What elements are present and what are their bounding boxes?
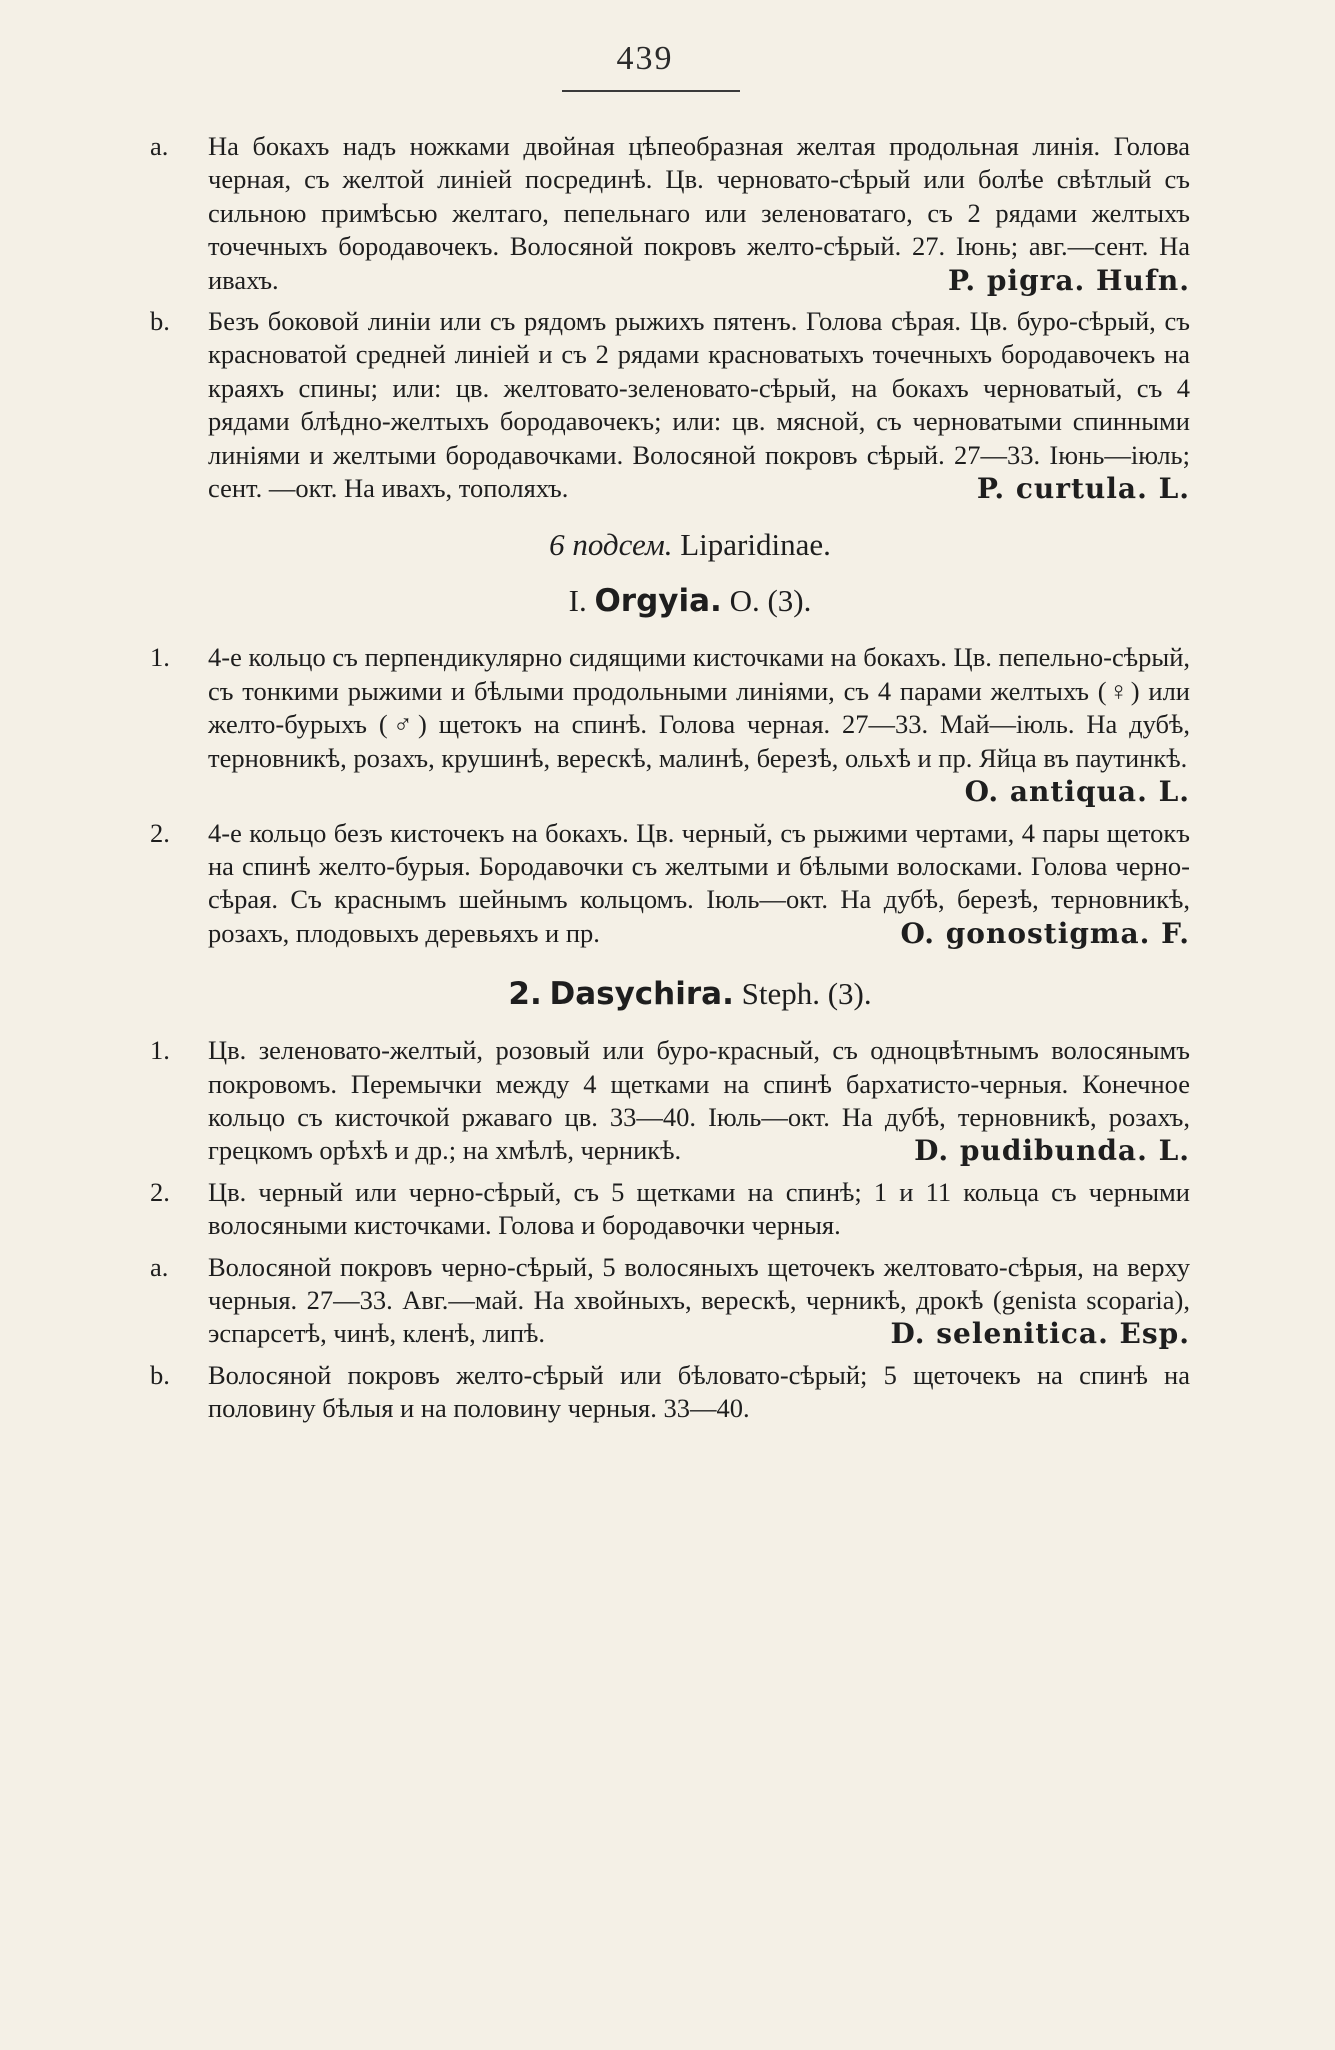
page-number: 439 [616, 40, 674, 77]
species-name: P. pigra. Hufn. [947, 263, 1190, 297]
species-name: D. selenitica. Esp. [890, 1317, 1190, 1351]
entry-text: Волосяной покровъ черно-сѣрый, 5 волосяныхъ щеточекъ желтовато-сѣрыя, на верху черныя. 27—33. Авг.—май. На хвойныхъ, верескѣ, черникѣ, дрокѣ (genista scoparia), эспарсетѣ, чинѣ, кленѣ, липѣ. [208, 1251, 1190, 1349]
key-entry-b [150, 1359, 1190, 1426]
species-name: O. antiqua. L. [964, 775, 1190, 809]
subfamily-name: Liparidinae. [680, 527, 831, 563]
key-entry-2 [150, 1176, 1190, 1243]
subfamily-heading [190, 523, 1190, 567]
entry-marker: 1. [150, 642, 170, 673]
entry-marker: a. [150, 1251, 169, 1282]
genus-heading-dasychira [190, 972, 1190, 1016]
entry-marker: b. [150, 306, 170, 337]
entry-text: 4-е кольцо съ перпендикулярно сидящими кисточками на бокахъ. Цв. пепельно-сѣрый, съ тонкими рыжими и бѣлыми продольными линіями, съ 4 парами желтыхъ (♀) или желто-бурыхъ (♂) щетокъ на спинѣ. Голова черная. 27—33. Май—іюль. На дубѣ, терновникѣ, розахъ, крушинѣ, верескѣ, малинѣ, березѣ, ольхѣ и пр. Яйца въ паутинкѣ. [208, 642, 1190, 773]
species-name: D. pudibunda. L. [914, 1134, 1190, 1168]
genus-number: I. [568, 583, 587, 619]
entry-marker: b. [150, 1359, 170, 1390]
key-entry-2 [150, 817, 1190, 951]
key-entry-a [150, 1251, 1190, 1351]
key-entry-1 [150, 641, 1190, 808]
key-entry-1 [150, 1034, 1190, 1168]
key-entry-a [150, 130, 1190, 297]
entry-marker: 1. [150, 1035, 170, 1066]
entry-text: На бокахъ надъ ножками двойная цѣпеобразная желтая продольная линія. Голова черная, съ желтой линіей посрединѣ. Цв. черновато-сѣрый или болѣе свѣтлый съ сильною примѣсью желтаго, пепельнаго или зеленоватаго, съ 2 рядами желтыхъ точечныхъ бородавочекъ. Волосяной покровъ желто-сѣрый. 27. Іюнь; авг.—сент. На ивахъ. [208, 131, 1190, 295]
entry-text: 4-е кольцо безъ кисточекъ на бокахъ. Цв. черный, съ рыжими чертами, 4 пары щетокъ на спинѣ желто-бурыя. Бородавочки съ желтыми и бѣлыми волосками. Голова черно-сѣрая. Съ краснымъ шейнымъ кольцомъ. Іюль—окт. На дубѣ, березѣ, терновникѣ, розахъ, плодовыхъ деревьяхъ и пр. [208, 817, 1190, 948]
subfamily-number: 6 подсем. [549, 527, 673, 563]
entry-text: Волосяной покровъ желто-сѣрый или бѣловато-сѣрый; 5 щеточекъ на спинѣ на половину бѣлыя и на половину черныя. 33—40. [208, 1359, 1190, 1424]
key-entry-b [150, 305, 1190, 505]
genus-name: Dasychira. [549, 976, 734, 1013]
species-name: O. gonostigma. F. [900, 916, 1190, 950]
page-body [150, 130, 1190, 1434]
entry-text: Цв. зеленовато-желтый, розовый или буро-красный, съ одноцвѣтнымъ волосянымъ покровомъ. Перемычки между 4 щетками на спинѣ бархатисто-черныя. Конечное кольцо съ кисточкой ржаваго цв. 33—40. Іюль—окт. На дубѣ, терновникѣ, розахъ, грецкомъ орѣхѣ и др.; на хмѣлѣ, черникѣ. [208, 1035, 1190, 1166]
genus-author: Steph. (3). [741, 976, 872, 1012]
genus-author: O. (3). [729, 583, 812, 619]
entry-marker: 2. [150, 1176, 170, 1207]
genus-number: 2. [508, 976, 542, 1013]
genus-heading-orgyia [190, 579, 1190, 623]
genus-name: Orgyia. [594, 583, 722, 620]
header-rule [562, 90, 740, 92]
entry-text: Безъ боковой линіи или съ рядомъ рыжихъ пятенъ. Голова сѣрая. Цв. буро-сѣрый, съ красноватой средней линіей и съ 2 рядами красноватыхъ точечныхъ бородавочекъ на краяхъ спины; или: цв. желтовато-зеленовато-сѣрый, на бокахъ черноватый, съ 4 рядами блѣдно-желтыхъ бородавочекъ; или: цв. мясной, съ черноватыми спинными линіями и желтыми бородавочками. Волосяной покровъ сѣрый. 27—33. Іюнь—іюль; сент. —окт. На ивахъ, тополяхъ. [208, 306, 1190, 504]
entry-marker: a. [150, 131, 169, 161]
entry-marker: 2. [150, 817, 170, 848]
entry-text: Цв. черный или черно-сѣрый, съ 5 щетками на спинѣ; 1 и 11 кольца съ черными волосяными кисточками. Голова и бородавочки черныя. [208, 1176, 1190, 1241]
species-name: P. curtula. L. [976, 472, 1190, 506]
